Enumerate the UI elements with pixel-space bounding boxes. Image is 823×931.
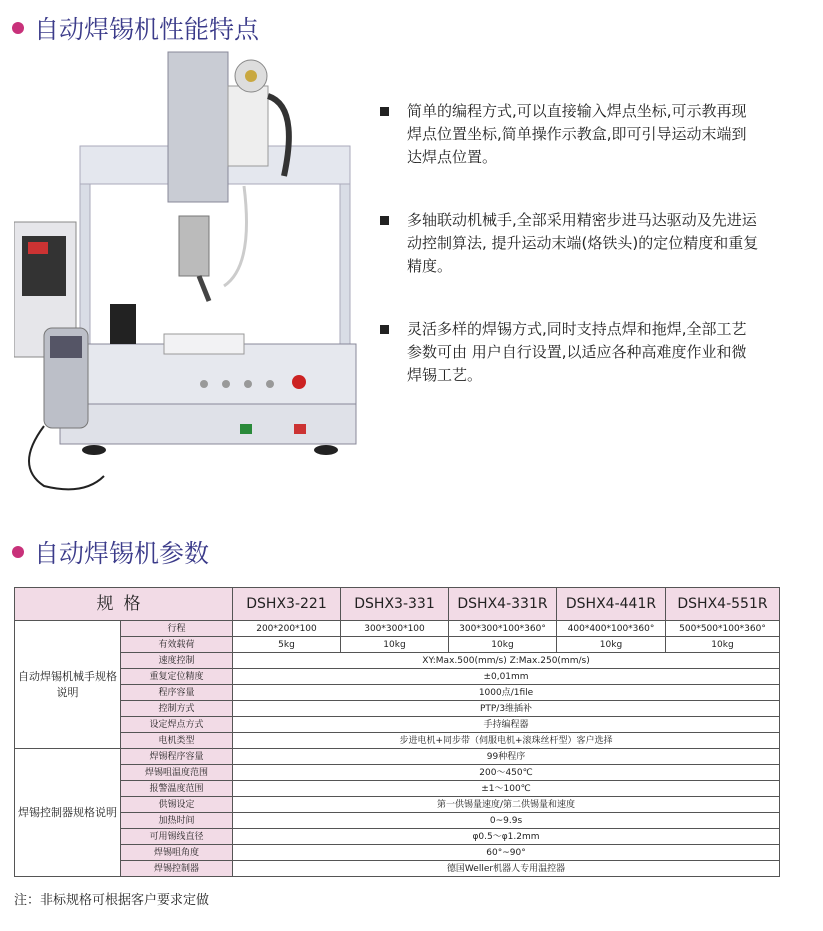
row-label: 焊锡控制器 (121, 861, 233, 877)
table-cell: 10kg (341, 637, 449, 653)
row-label: 设定焊点方式 (121, 717, 233, 733)
feature-item (380, 209, 760, 278)
table-cell: 10kg (557, 637, 666, 653)
table-cell: 0~9.9s (233, 813, 780, 829)
row-label: 加热时间 (121, 813, 233, 829)
spec-table (14, 587, 780, 877)
table-row (15, 845, 780, 861)
table-row (15, 621, 780, 637)
square-bullet-icon (380, 107, 389, 116)
table-row (15, 701, 780, 717)
feature-text: 灵活多样的焊锡方式,同时支持点焊和拖焊,全部工艺参数可由 用户自行设置,以适应各种高难度作业和微焊锡工艺。 (407, 320, 747, 384)
table-row (15, 653, 780, 669)
table-row (15, 829, 780, 845)
row-label: 重复定位精度 (121, 669, 233, 685)
table-cell: 手持编程器 (233, 717, 780, 733)
table-row (15, 813, 780, 829)
row-label: 行程 (121, 621, 233, 637)
table-row (15, 861, 780, 877)
table-cell: 步进电机+同步带（伺服电机+滚珠丝杆型）客户选择 (233, 733, 780, 749)
table-row (15, 637, 780, 653)
header-cell: DSHX3-221 (233, 588, 341, 621)
header-cell: DSHX4-551R (666, 588, 780, 621)
table-cell: ±1～100℃ (233, 781, 780, 797)
section-title-text: 自动焊锡机性能特点 (34, 15, 260, 44)
table-cell: 200～450℃ (233, 765, 780, 781)
table-row (15, 669, 780, 685)
table-cell: 10kg (449, 637, 557, 653)
table-cell: 300*300*100*360° (449, 621, 557, 637)
bullet-dot-icon (12, 546, 24, 558)
row-label: 焊锡咀温度范围 (121, 765, 233, 781)
table-cell: 第一供锡量速度/第二供锡量和速度 (233, 797, 780, 813)
row-label: 控制方式 (121, 701, 233, 717)
table-cell: 300*300*100 (341, 621, 449, 637)
table-cell: ±0,01mm (233, 669, 780, 685)
table-row (15, 717, 780, 733)
table-cell: PTP/3维插补 (233, 701, 780, 717)
feature-text: 多轴联动机械手,全部采用精密步进马达驱动及先进运动控制算法, 提升运动末端(烙铁头)的定位精度和重复精度。 (407, 211, 759, 275)
group-label: 焊锡控制器规格说明 (15, 749, 121, 877)
row-label: 焊锡咀角度 (121, 845, 233, 861)
table-row (15, 765, 780, 781)
feature-item (380, 100, 760, 169)
soldering-machine-image (14, 46, 364, 496)
table-row (15, 781, 780, 797)
table-row (15, 749, 780, 765)
section-title-features (12, 10, 259, 46)
feature-item (380, 318, 760, 387)
table-cell: 500*500*100*360° (666, 621, 780, 637)
header-cell: DSHX4-441R (557, 588, 666, 621)
table-cell: 5kg (233, 637, 341, 653)
section-title-params (12, 534, 209, 570)
header-cell: DSHX3-331 (341, 588, 449, 621)
table-cell: 10kg (666, 637, 780, 653)
table-cell: 200*200*100 (233, 621, 341, 637)
feature-text: 简单的编程方式,可以直接输入焊点坐标,可示教再现焊点位置坐标,简单操作示教盒,即可引导运动末端到达焊点位置。 (407, 102, 747, 166)
row-label: 焊锡程序容量 (121, 749, 233, 765)
table-cell: 99种程序 (233, 749, 780, 765)
table-row (15, 733, 780, 749)
table-cell: 60°~90° (233, 845, 780, 861)
table-cell: φ0.5～φ1.2mm (233, 829, 780, 845)
header-cell: 规格 (15, 588, 233, 621)
square-bullet-icon (380, 216, 389, 225)
row-label: 可用锡线直径 (121, 829, 233, 845)
table-cell: 1000点/1file (233, 685, 780, 701)
row-label: 电机类型 (121, 733, 233, 749)
table-row (15, 797, 780, 813)
section-title-text: 自动焊锡机参数 (34, 539, 210, 568)
row-label: 程序容量 (121, 685, 233, 701)
table-header-row (15, 588, 780, 621)
group-label: 自动焊锡机械手规格说明 (15, 621, 121, 749)
header-cell: DSHX4-331R (449, 588, 557, 621)
bullet-dot-icon (12, 22, 24, 34)
row-label: 供锡设定 (121, 797, 233, 813)
table-cell: XY:Max.500(mm/s) Z:Max.250(mm/s) (233, 653, 780, 669)
feature-list (380, 100, 760, 427)
table-cell: 德国Weller机器人专用温控器 (233, 861, 780, 877)
row-label: 有效载荷 (121, 637, 233, 653)
table-cell: 400*400*100*360° (557, 621, 666, 637)
square-bullet-icon (380, 325, 389, 334)
row-label: 报警温度范围 (121, 781, 233, 797)
footnote: 注：非标规格可根据客户要求定做 (14, 893, 210, 908)
table-row (15, 685, 780, 701)
row-label: 速度控制 (121, 653, 233, 669)
